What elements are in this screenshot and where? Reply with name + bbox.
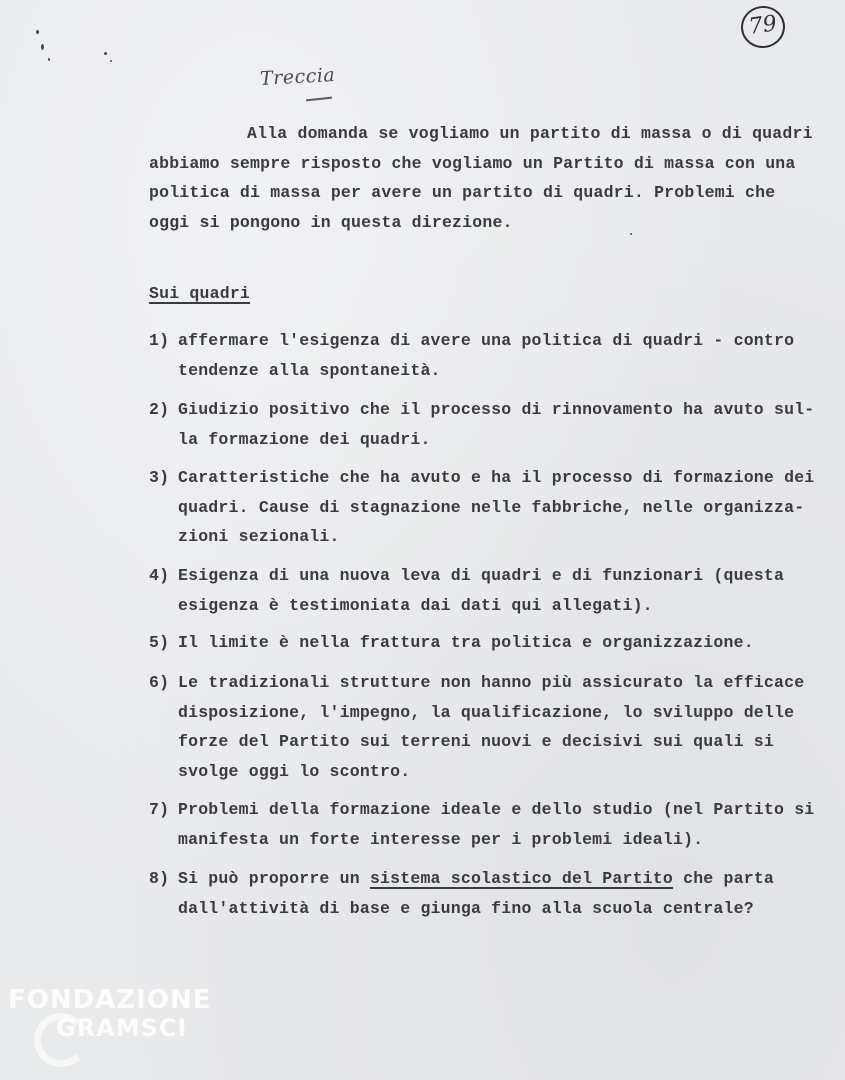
list-item <box>149 628 754 658</box>
ink-speck <box>41 44 44 50</box>
list-item <box>149 395 814 454</box>
item-number: 3) <box>149 468 170 487</box>
item-line: manifesta un forte interesse per i problemi ideali). <box>178 829 704 849</box>
intro-line: politica di massa per avere un partito di quadri. Problemi che <box>149 183 776 202</box>
intro-line: Alla domanda se vogliamo un partito di massa o di quadri <box>247 124 813 143</box>
intro-line: oggi si pongono in questa direzione. <box>149 212 513 232</box>
list-item <box>149 463 814 552</box>
ink-speck <box>48 58 50 61</box>
intro-line: abbiamo sempre risposto che vogliamo un Partito di massa con una <box>149 153 796 173</box>
item-number: 8) <box>149 869 170 888</box>
item-line: Caratteristiche che ha avuto e ha il processo di formazione dei <box>178 468 815 487</box>
section-heading: Sui quadri <box>149 284 251 303</box>
item-line: esigenza è testimoniata dai dati qui allegati). <box>178 595 653 615</box>
handwritten-note: Treccia <box>259 64 336 90</box>
underlined-phrase: sistema scolastico del Partito <box>369 869 673 888</box>
item-line: zioni sezionali. <box>178 527 340 546</box>
item-number: 5) <box>149 633 170 652</box>
item-line: la formazione dei quadri. <box>178 429 431 449</box>
item-line: dall'attività di base e giunga fino alla scuola centrale? <box>178 898 754 918</box>
item-line: Le tradizionali strutture non hanno più assicurato la efficace <box>178 673 805 692</box>
item-line: che parta <box>673 869 775 888</box>
item-line: Esigenza di una nuova leva di quadri e di funzionari (questa <box>178 566 785 585</box>
item-line: disposizione, l'impegno, la qualificazione, lo sviluppo delle <box>178 702 795 722</box>
item-line: Giudizio positivo che il processo di rinnovamento ha avuto sul- <box>178 400 815 419</box>
list-item <box>149 864 774 923</box>
list-item <box>149 795 814 854</box>
item-line: affermare l'esigenza di avere una politica di quadri - contro <box>178 331 795 350</box>
list-item <box>149 668 804 786</box>
item-number: 2) <box>149 400 170 419</box>
item-line: Problemi della formazione ideale e dello studio (nel Partito si <box>178 800 815 819</box>
watermark-line: FONDAZIONE <box>8 985 212 1015</box>
item-line: quadri. Cause di stagnazione nelle fabbriche, nelle organizza- <box>178 497 805 517</box>
item-number: 4) <box>149 566 170 585</box>
item-line: Il limite è nella frattura tra politica e organizzazione. <box>178 633 754 652</box>
ink-speck <box>104 52 107 55</box>
list-item <box>149 561 784 620</box>
item-line: tendenze alla spontaneità. <box>178 360 441 380</box>
item-line: forze del Partito sui terreni nuovi e decisivi sui quali si <box>178 732 774 751</box>
watermark-line: GRAMSCI <box>56 1014 188 1042</box>
watermark <box>8 986 211 1042</box>
list-item <box>149 326 794 385</box>
item-line: svolge oggi lo scontro. <box>178 761 411 781</box>
page-number: 79 <box>738 3 787 51</box>
handwritten-underline <box>306 97 332 102</box>
ink-speck <box>36 30 39 34</box>
item-line: Si può proporre un <box>178 869 370 888</box>
item-number: 7) <box>149 800 170 819</box>
intro-paragraph <box>149 119 813 237</box>
item-number: 1) <box>149 331 170 350</box>
item-number: 6) <box>149 673 170 692</box>
ink-speck <box>110 60 112 62</box>
